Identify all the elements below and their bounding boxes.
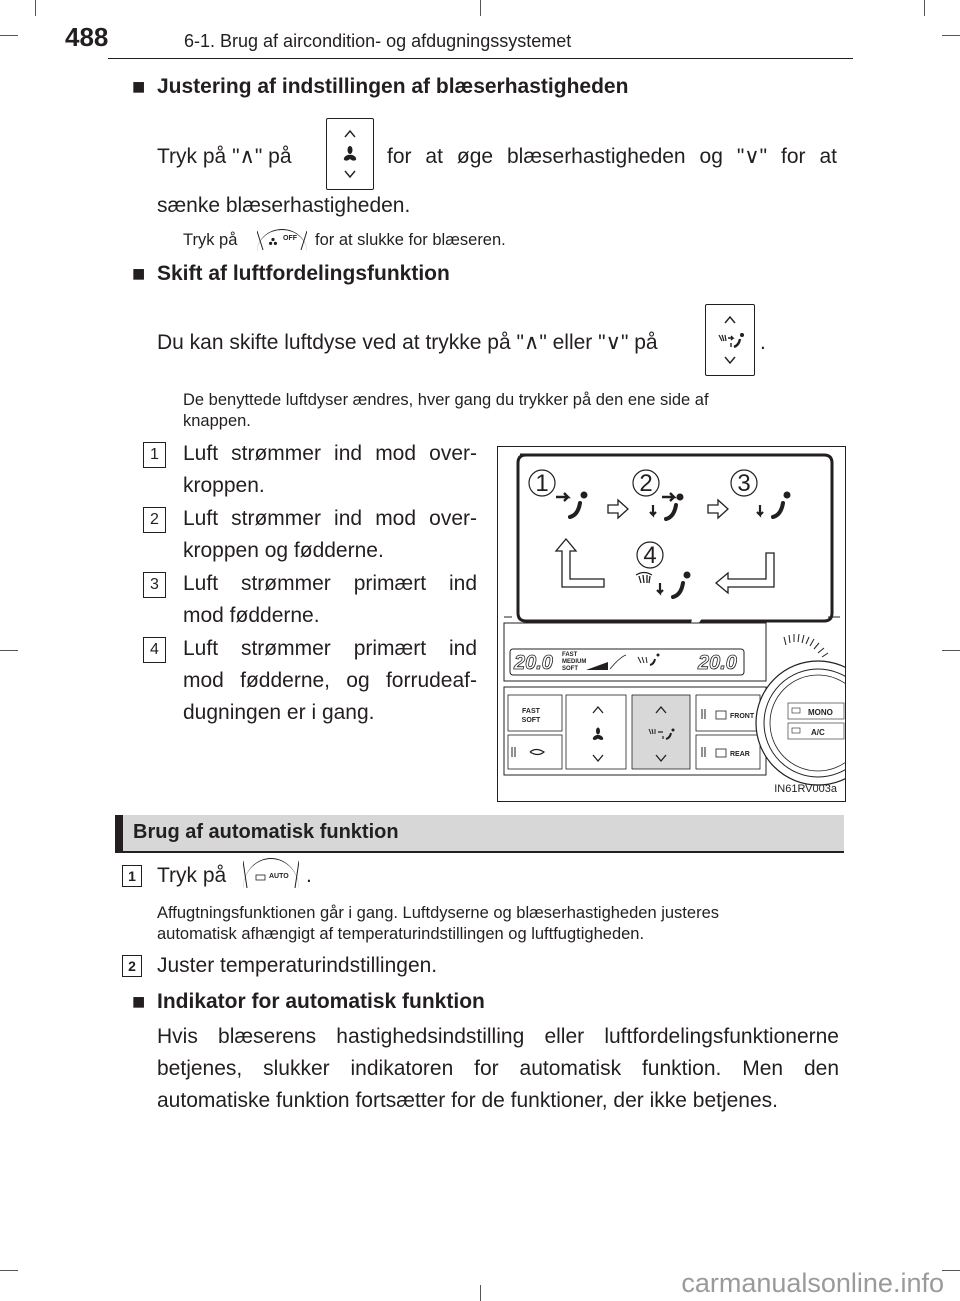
display-temp-left: 20.0 [514,652,553,674]
indicator-text: automatiske funktion fortsætter for de funktioner, der ikke betjenes. [157,1089,778,1112]
auto-button[interactable] [243,858,299,889]
watermark: carmanualsonline.info [681,1268,944,1298]
airflow-text-post: . [760,331,766,354]
list-item-text: Luft strømmer ind mod over- [183,442,477,465]
speed-fast-label: FAST [562,652,578,658]
indicator-text: Hvis blæserens hastighedsindstilling eller luftfordelingsfunktionerne [157,1025,839,1048]
section-title: Brug af automatisk funktion [133,821,399,843]
list-number-badge: 4 [143,637,166,663]
indicator-text: betjenes, slukker indikatoren for automatisk funktion. Men den [157,1057,839,1080]
airflow-mode-button[interactable] [705,304,755,376]
list-item-text: mod fødderne, og forrudeaf- [183,669,477,692]
header-rule [108,58,853,59]
fan-off-icon [257,230,307,252]
list-item-text: dugningen er i gang. [183,701,375,724]
mode-label: 2 [639,470,653,497]
crop-mark [0,1270,18,1271]
crop-mark [942,1270,960,1271]
auto-label: AUTO [269,873,289,880]
fan-heading: Justering af indstillingen af blæserhastigheden [157,75,629,98]
bullet-square-icon: ■ [132,74,146,99]
btn-mono-label: MONO [808,708,833,717]
btn-front-label: FRONT [730,713,755,720]
list-item-text: kroppen og fødderne. [183,539,384,562]
speed-medium-label: MEDIUM [562,659,587,665]
btn-rear-label: REAR [730,751,750,758]
fan-note-pre: Tryk på [183,231,238,249]
step1-text-pre: Tryk på [157,864,227,887]
fan-note-post: for at slukke for blæseren. [315,231,506,249]
btn-ac-label: A/C [811,728,825,737]
fan-text-pre: Tryk på "∧" på [157,145,292,168]
fan-speed-button[interactable] [326,118,374,190]
list-number-badge: 1 [143,442,166,468]
figure-code: IN61RV003a [774,783,837,795]
list-number-badge: 2 [143,507,166,533]
airflow-note-line1: De benyttede luftdyser ændres, hver gang du trykker på den ene side af [183,391,709,409]
list-item-text: Luft strømmer ind mod over- [183,507,477,530]
step1-note-line2: automatisk afhængigt af temperaturindstillingen og luftfugtigheden. [157,925,645,943]
mode-label: 3 [737,470,751,497]
crop-mark [942,35,960,36]
off-label: OFF [283,235,297,242]
step1-note-line1: Affugtningsfunktionen går i gang. Luftdyserne og blæserhastigheden justeres [157,904,719,922]
crop-mark [942,650,960,651]
airflow-mode-button-icon [706,305,754,375]
crop-mark [35,0,36,16]
fan-speed-button-icon [327,119,373,189]
list-item-text: Luft strømmer primært ind [183,637,477,660]
climate-panel-illustration [498,447,845,801]
section-accent [115,815,123,851]
list-item-text: Luft strømmer primært ind [183,572,477,595]
fan-text-post: for at øge blæserhastigheden og "∨" for at [387,145,837,168]
indicator-heading: Indikator for automatisk funktion [157,990,485,1013]
speed-soft-label: SOFT [562,666,578,672]
mode-label: 4 [643,542,657,569]
airflow-heading: Skift af luftfordelingsfunktion [157,262,450,285]
display-temp-right: 20.0 [698,652,737,674]
climate-control-figure [497,446,846,802]
header-title: 6-1. Brug af aircondition- og afdugningssystemet [184,31,572,51]
list-item-text: kroppen. [183,474,265,497]
section-header [115,815,844,853]
bullet-square-icon: ■ [132,261,146,286]
btn-soft-label: SOFT [521,717,541,724]
step-number-badge: 1 [122,865,142,887]
bullet-square-icon: ■ [132,989,146,1014]
step-number-badge: 2 [122,955,142,977]
list-item-text: mod fødderne. [183,604,320,627]
fan-text-line2: sænke blæserhastigheden. [157,194,411,217]
airflow-text-pre: Du kan skifte luftdyse ved at trykke på "∧" eller "∨" på [157,331,658,354]
page-number: 488 [65,22,109,52]
btn-fast-label: FAST [522,708,540,715]
crop-mark [924,0,925,16]
step2-text: Juster temperaturindstillingen. [157,954,438,977]
fan-off-button[interactable] [257,229,307,252]
crop-mark [480,1285,481,1301]
crop-mark [0,650,18,651]
crop-mark [480,0,481,16]
mode-label: 1 [535,470,549,497]
crop-mark [0,35,18,36]
list-number-badge: 3 [143,572,166,598]
airflow-note-line2: knappen. [183,412,251,430]
step1-text-post: . [306,864,312,887]
